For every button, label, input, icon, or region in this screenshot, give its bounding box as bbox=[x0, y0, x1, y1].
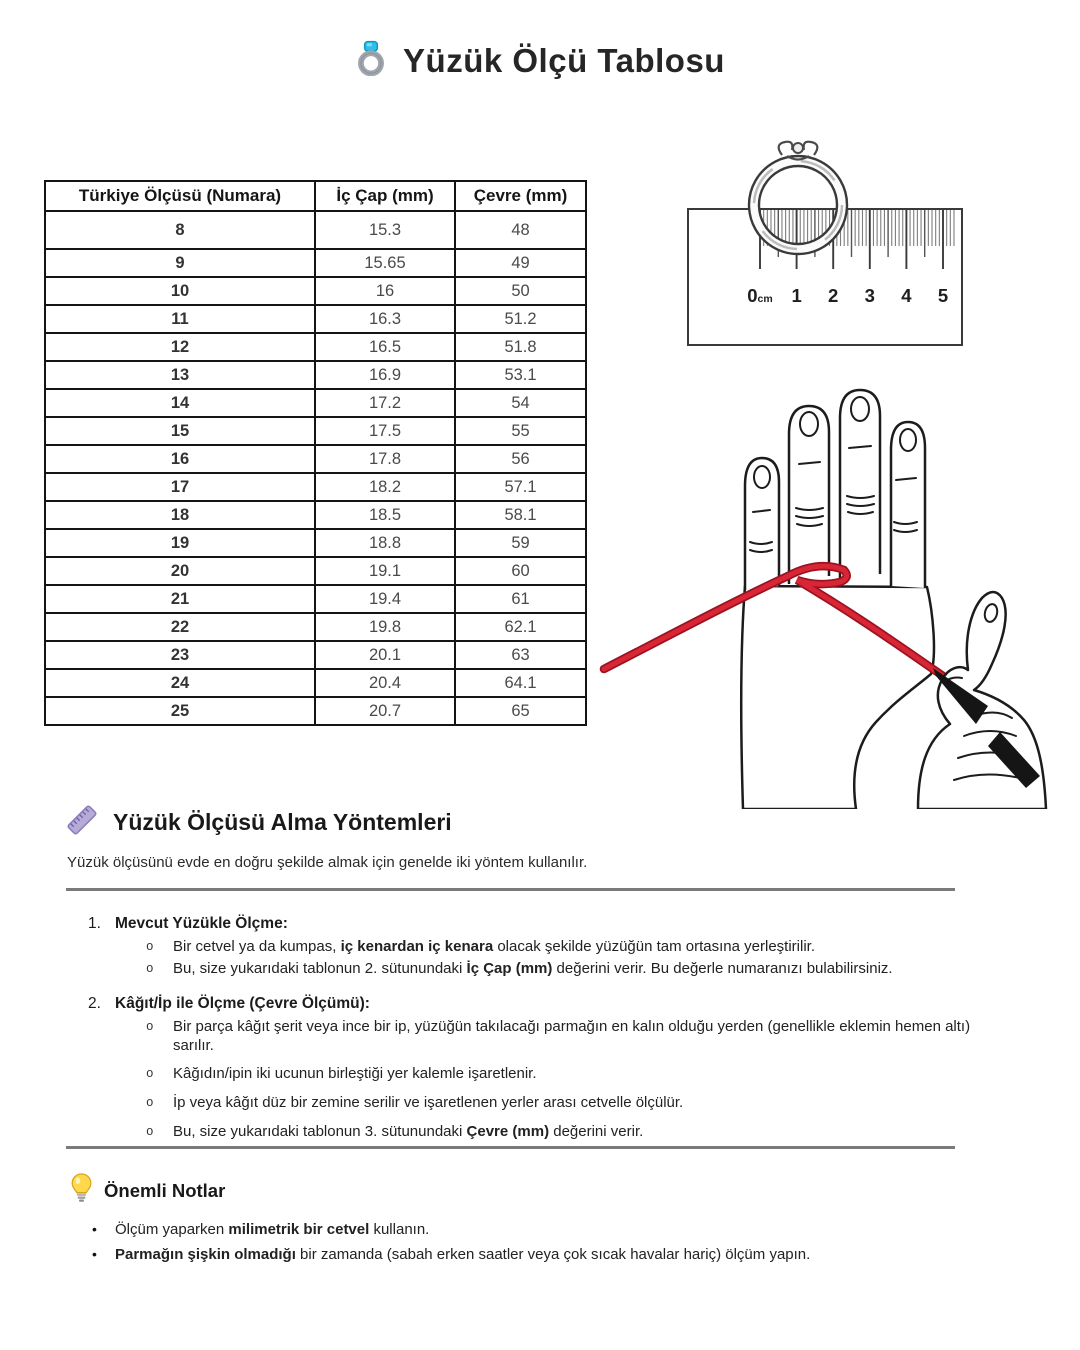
cell-circumference: 65 bbox=[455, 697, 586, 725]
methods-heading: Yüzük Ölçüsü Alma Yöntemleri bbox=[113, 809, 452, 835]
notes-list bbox=[92, 1220, 942, 1270]
method-bullet: o İp veya kâğıt düz bir zemine serilir ve işaretlenen yerler arası cetvelle ölçülür. bbox=[146, 1094, 684, 1111]
cell-diameter: 19.4 bbox=[315, 585, 455, 613]
cell-circumference: 55 bbox=[455, 417, 586, 445]
svg-text:2: 2 bbox=[828, 285, 839, 306]
cell-diameter: 18.5 bbox=[315, 501, 455, 529]
ring-on-ruler-illustration bbox=[686, 138, 964, 350]
cell-circumference: 50 bbox=[455, 277, 586, 305]
cell-diameter: 19.1 bbox=[315, 557, 455, 585]
method-item bbox=[66, 994, 976, 1142]
page-title: Yüzük Ölçü Tablosu bbox=[403, 41, 725, 79]
ring-size-table bbox=[44, 180, 587, 726]
notes-section-heading bbox=[70, 1173, 225, 1209]
hand-string-illustration bbox=[592, 372, 1054, 809]
cell-circumference: 51.8 bbox=[455, 333, 586, 361]
methods-list bbox=[66, 914, 976, 1151]
cell-size: 19 bbox=[45, 529, 315, 557]
cell-size: 20 bbox=[45, 557, 315, 585]
col-header-turkey-size: Türkiye Ölçüsü (Numara) bbox=[45, 181, 315, 211]
cell-size: 17 bbox=[45, 473, 315, 501]
cell-circumference: 63 bbox=[455, 641, 586, 669]
cell-size: 11 bbox=[45, 305, 315, 333]
svg-text:5: 5 bbox=[937, 285, 949, 306]
cell-size: 13 bbox=[45, 361, 315, 389]
table-row bbox=[45, 211, 586, 249]
hand-palm bbox=[741, 586, 934, 809]
notes-heading: Önemli Notlar bbox=[104, 1180, 226, 1201]
table-row bbox=[45, 389, 586, 417]
cell-size: 9 bbox=[45, 249, 315, 277]
ring-icon bbox=[355, 40, 387, 81]
table-row bbox=[45, 585, 586, 613]
cell-size: 10 bbox=[45, 277, 315, 305]
cell-circumference: 51.2 bbox=[455, 305, 586, 333]
cell-circumference: 64.1 bbox=[455, 669, 586, 697]
methods-section-heading bbox=[64, 802, 452, 843]
table-row bbox=[45, 557, 586, 585]
divider-bottom bbox=[66, 1146, 955, 1149]
table-row bbox=[45, 361, 586, 389]
method-bullet: o Bir parça kâğıt şerit veya ince bir ip, yüzüğün takılacağı parmağın en kalın olduğu yerden (genellikle eklemin hemen altı) sarılır. bbox=[146, 1018, 971, 1054]
cell-diameter: 19.8 bbox=[315, 613, 455, 641]
table-row bbox=[45, 417, 586, 445]
divider-top bbox=[66, 888, 955, 891]
cell-diameter: 16.3 bbox=[315, 305, 455, 333]
table-row bbox=[45, 249, 586, 277]
table-row bbox=[45, 333, 586, 361]
method-item bbox=[66, 914, 976, 979]
cell-diameter: 16.5 bbox=[315, 333, 455, 361]
cell-size: 15 bbox=[45, 417, 315, 445]
methods-intro: Yüzük ölçüsünü evde en doğru şekilde almak için genelde iki yöntem kullanılır. bbox=[67, 854, 588, 871]
cell-diameter: 17.5 bbox=[315, 417, 455, 445]
cell-size: 16 bbox=[45, 445, 315, 473]
table-body bbox=[45, 211, 586, 725]
cell-circumference: 54 bbox=[455, 389, 586, 417]
svg-text:3: 3 bbox=[864, 285, 875, 306]
cell-size: 18 bbox=[45, 501, 315, 529]
table-row bbox=[45, 641, 586, 669]
cell-diameter: 20.4 bbox=[315, 669, 455, 697]
cell-diameter: 15.3 bbox=[315, 211, 455, 249]
method-bullet: o Bu, size yukarıdaki tablonun 3. sütunundaki Çevre (mm) değerini verir. bbox=[146, 1123, 644, 1140]
method-bullet: o Bu, size yukarıdaki tablonun 2. sütunundaki İç Çap (mm) değerini verir. Bu değerle numaranızı bulabilirsiniz. bbox=[146, 960, 893, 977]
svg-text:4: 4 bbox=[901, 285, 912, 306]
table-row bbox=[45, 473, 586, 501]
table-row bbox=[45, 697, 586, 725]
cell-circumference: 56 bbox=[455, 445, 586, 473]
method-bullet: o Bir cetvel ya da kumpas, iç kenardan iç kenara olacak şekilde yüzüğün tam ortasına yerleştirilir. bbox=[146, 938, 815, 955]
cell-diameter: 16.9 bbox=[315, 361, 455, 389]
method-item-title: 2. Kâğıt/İp ile Ölçme (Çevre Ölçümü): bbox=[88, 995, 370, 1012]
table-row bbox=[45, 529, 586, 557]
col-header-circumference: Çevre (mm) bbox=[455, 181, 586, 211]
method-bullet: o Kâğıdın/ipin iki ucunun birleştiği yer kalemle işaretlenir. bbox=[146, 1065, 537, 1082]
cell-size: 12 bbox=[45, 333, 315, 361]
cell-circumference: 58.1 bbox=[455, 501, 586, 529]
cell-diameter: 17.8 bbox=[315, 445, 455, 473]
cell-diameter: 15.65 bbox=[315, 249, 455, 277]
cell-circumference: 61 bbox=[455, 585, 586, 613]
cell-size: 25 bbox=[45, 697, 315, 725]
cell-circumference: 49 bbox=[455, 249, 586, 277]
cell-diameter: 20.1 bbox=[315, 641, 455, 669]
cell-diameter: 18.8 bbox=[315, 529, 455, 557]
table-row bbox=[45, 501, 586, 529]
cell-circumference: 59 bbox=[455, 529, 586, 557]
cell-size: 24 bbox=[45, 669, 315, 697]
cell-circumference: 48 bbox=[455, 211, 586, 249]
cell-diameter: 16 bbox=[315, 277, 455, 305]
table-row bbox=[45, 445, 586, 473]
table-row bbox=[45, 277, 586, 305]
note-bullet: • Parmağın şişkin olmadığı bir zamanda (sabah erken saatler veya çok sıcak havalar hariç) ölçüm yapın. bbox=[92, 1246, 811, 1263]
table-row bbox=[45, 669, 586, 697]
cell-size: 14 bbox=[45, 389, 315, 417]
cell-size: 21 bbox=[45, 585, 315, 613]
method-item-title: 1. Mevcut Yüzükle Ölçme: bbox=[88, 915, 288, 932]
table-row bbox=[45, 613, 586, 641]
svg-text:0cm: 0cm bbox=[747, 285, 773, 306]
cell-size: 8 bbox=[45, 211, 315, 249]
cell-circumference: 53.1 bbox=[455, 361, 586, 389]
ruler-icon bbox=[64, 802, 100, 843]
table-header-row bbox=[45, 181, 586, 211]
cell-circumference: 57.1 bbox=[455, 473, 586, 501]
cell-circumference: 62.1 bbox=[455, 613, 586, 641]
col-header-inner-diameter: İç Çap (mm) bbox=[315, 181, 455, 211]
cell-diameter: 20.7 bbox=[315, 697, 455, 725]
cell-diameter: 18.2 bbox=[315, 473, 455, 501]
svg-text:1: 1 bbox=[791, 285, 802, 306]
lightbulb-icon bbox=[70, 1173, 93, 1209]
cell-circumference: 60 bbox=[455, 557, 586, 585]
cell-size: 23 bbox=[45, 641, 315, 669]
table-row bbox=[45, 305, 586, 333]
document-header bbox=[0, 40, 1080, 81]
cell-diameter: 17.2 bbox=[315, 389, 455, 417]
note-bullet: • Ölçüm yaparken milimetrik bir cetvel kullanın. bbox=[92, 1221, 430, 1238]
cell-size: 22 bbox=[45, 613, 315, 641]
